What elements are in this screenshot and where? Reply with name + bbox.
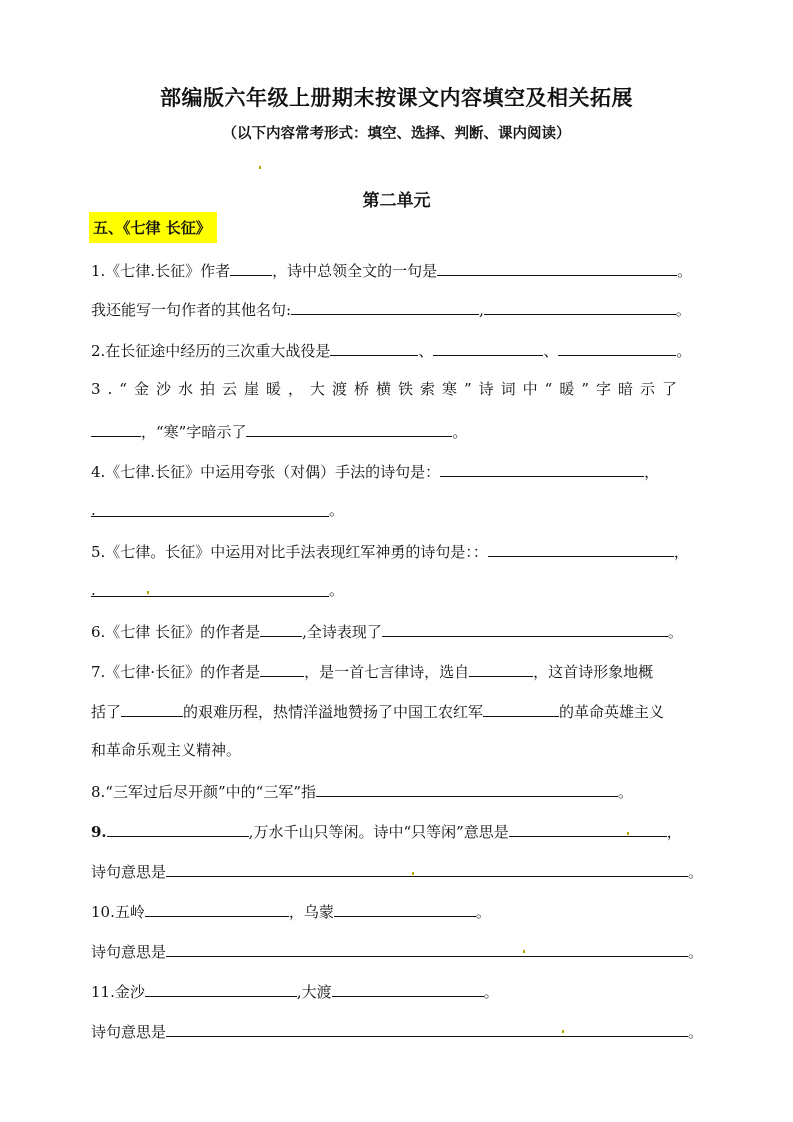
answer-blank[interactable] xyxy=(145,979,297,997)
question-text: ,全诗表现了 xyxy=(302,623,382,641)
answer-blank[interactable] xyxy=(316,779,618,797)
question-text: . xyxy=(91,501,96,519)
question-3-line-2 xyxy=(91,419,467,441)
question-text: 诗句意思是 xyxy=(91,863,167,881)
question-text: ， xyxy=(644,463,660,481)
question-text: 。 xyxy=(688,943,704,961)
question-text: ，这首诗形象地概 xyxy=(533,663,654,681)
answer-blank[interactable] xyxy=(440,459,644,477)
answer-blank[interactable] xyxy=(91,579,329,597)
answer-blank[interactable] xyxy=(260,659,304,677)
question-text: 。 xyxy=(677,262,693,280)
answer-blank[interactable] xyxy=(488,539,674,557)
question-text: 8.“三军过后尽开颜”中的“三军”指 xyxy=(91,783,316,801)
question-text: ,万水千山只等闲。诗中“只等闲”意思是 xyxy=(248,823,509,841)
question-text: ，“寒”字暗示了 xyxy=(141,423,247,441)
answer-blank[interactable] xyxy=(483,699,559,717)
answer-blank[interactable] xyxy=(332,979,484,997)
question-10-line-1 xyxy=(91,899,491,921)
question-1-line-2 xyxy=(91,297,691,319)
question-7-line-2 xyxy=(91,699,664,721)
stray-mark xyxy=(147,591,149,594)
question-text: 5.《七律。长征》中运用对比手法表现红军神勇的诗句是：： xyxy=(91,543,488,561)
answer-blank[interactable] xyxy=(145,899,289,917)
question-9-line-1 xyxy=(91,819,682,841)
question-7-line-1 xyxy=(91,659,653,681)
question-5-line-2 xyxy=(91,579,344,601)
question-text: 我还能写一句作者的其他名句: xyxy=(91,301,292,319)
question-1-line-1 xyxy=(91,258,692,280)
question-text: ，是一首七言律诗，选自 xyxy=(304,663,470,681)
answer-blank[interactable] xyxy=(437,258,677,276)
answer-blank[interactable] xyxy=(91,499,329,517)
answer-blank[interactable] xyxy=(107,819,249,837)
question-text: 诗句意思是 xyxy=(91,1023,167,1041)
answer-blank[interactable] xyxy=(433,338,543,356)
question-9-line-2 xyxy=(91,859,703,881)
answer-blank[interactable] xyxy=(91,419,141,437)
section-heading: 五、《七律 长征》 xyxy=(89,212,217,243)
question-text: 。 xyxy=(329,501,345,519)
answer-blank[interactable] xyxy=(166,1019,688,1037)
question-text: 。 xyxy=(483,983,499,1001)
question-text: ，乌蒙 xyxy=(288,903,334,921)
question-7-line-3 xyxy=(91,739,241,761)
question-text: 的革命英雄主义 xyxy=(559,703,665,721)
question-text: 。 xyxy=(452,423,468,441)
answer-blank[interactable] xyxy=(121,699,183,717)
question-text: 。 xyxy=(688,863,704,881)
stray-mark xyxy=(562,1030,564,1033)
question-text: 诗句意思是 xyxy=(91,943,167,961)
question-text: 。 xyxy=(667,623,683,641)
question-text: 1.《七律.长征》作者 xyxy=(91,262,231,280)
stray-mark xyxy=(259,166,261,169)
answer-blank[interactable] xyxy=(260,619,302,637)
stray-mark xyxy=(523,950,525,953)
answer-blank[interactable] xyxy=(166,939,688,957)
stray-mark xyxy=(627,832,629,835)
question-text: 10.五岭 xyxy=(91,903,145,921)
question-text: 3.“金沙水拍云崖暖，大渡桥横铁索寒”诗词中“暖”字暗示了 xyxy=(91,380,684,398)
question-5-line-1 xyxy=(91,539,689,561)
question-text: 。 xyxy=(618,783,634,801)
question-text: 7.《七律·长征》的作者是 xyxy=(91,663,261,681)
question-text: 、 xyxy=(418,342,434,360)
stray-mark xyxy=(412,872,414,875)
answer-blank[interactable] xyxy=(166,859,688,877)
question-text: 和革命乐观主义精神。 xyxy=(91,741,242,759)
question-text: ,大渡 xyxy=(296,983,332,1001)
answer-blank[interactable] xyxy=(509,819,667,837)
question-number: 9. xyxy=(91,823,107,841)
question-text: 。 xyxy=(675,301,691,319)
answer-blank[interactable] xyxy=(330,338,418,356)
question-2 xyxy=(91,338,691,360)
question-8 xyxy=(91,779,633,801)
question-text: , xyxy=(479,301,484,319)
answer-blank[interactable] xyxy=(382,619,668,637)
question-text: ，诗中总领全文的一句是 xyxy=(272,262,438,280)
question-11-line-2 xyxy=(91,1019,703,1041)
question-text: ， xyxy=(666,823,682,841)
answer-blank[interactable] xyxy=(469,659,533,677)
question-10-line-2 xyxy=(91,939,703,961)
question-text: 、 xyxy=(543,342,559,360)
question-text: ， xyxy=(673,543,689,561)
answer-blank[interactable] xyxy=(558,338,676,356)
answer-blank[interactable] xyxy=(246,419,452,437)
document-title: 部编版六年级上册期末按课文内容填空及相关拓展 xyxy=(160,85,633,110)
question-text: 6.《七律 长征》的作者是 xyxy=(91,623,261,641)
question-text: 。 xyxy=(676,342,692,360)
unit-heading: 第二单元 xyxy=(362,191,431,211)
question-4-line-2 xyxy=(91,499,344,521)
question-text: 2.在长征途中经历的三次重大战役是 xyxy=(91,342,331,360)
document-subtitle: （以下内容常考形式：填空、选择、判断、课内阅读） xyxy=(222,125,571,142)
answer-blank[interactable] xyxy=(484,297,676,315)
question-11-line-1 xyxy=(91,979,499,1001)
question-text: 括了 xyxy=(91,703,122,721)
question-text: 的艰难历程，热情洋溢地赞扬了中国工农红军 xyxy=(183,703,484,721)
question-text: 。 xyxy=(475,903,491,921)
question-4-line-1 xyxy=(91,459,659,481)
answer-blank[interactable] xyxy=(334,899,476,917)
answer-blank[interactable] xyxy=(291,297,479,315)
question-6 xyxy=(91,619,683,641)
question-text: 。 xyxy=(329,581,345,599)
question-text: . xyxy=(91,581,96,599)
question-text: 4.《七律.长征》中运用夸张（对偶）手法的诗句是： xyxy=(91,463,441,481)
question-3-line-1 xyxy=(91,378,684,400)
answer-blank[interactable] xyxy=(230,258,272,276)
question-text: 。 xyxy=(688,1023,704,1041)
question-text: 11.金沙 xyxy=(91,983,145,1001)
